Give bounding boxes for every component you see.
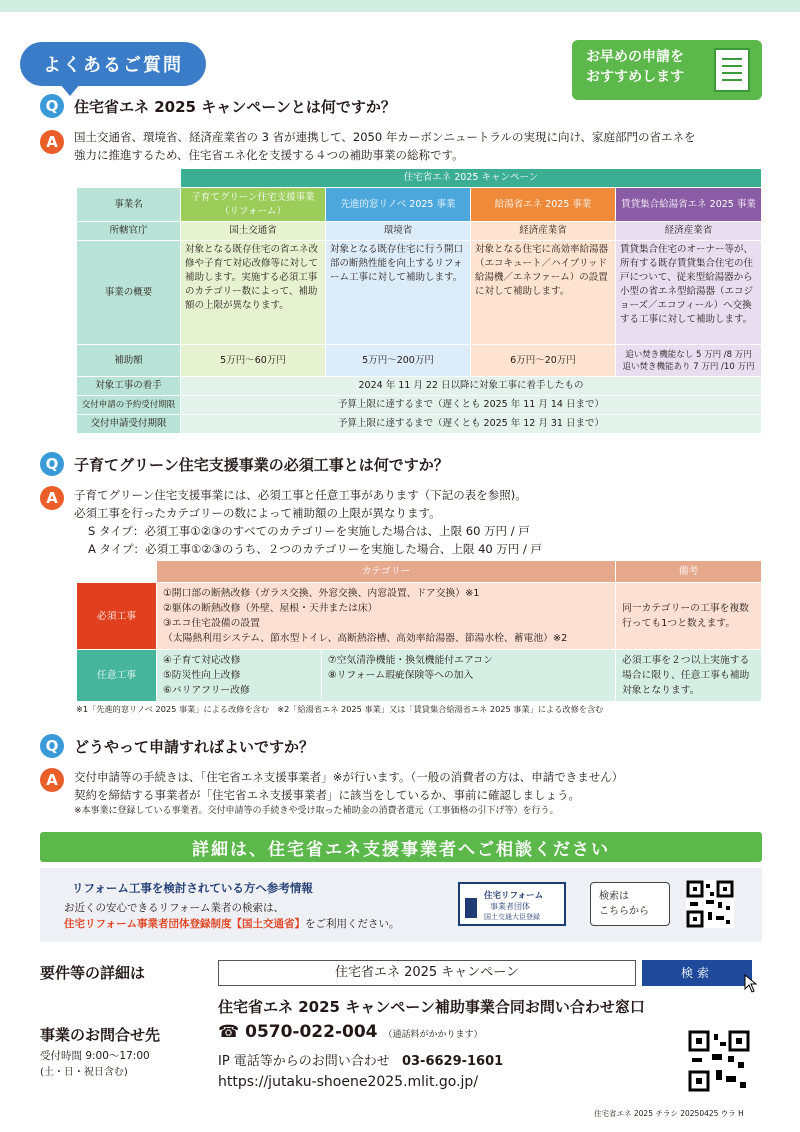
answer-1-line-2: 強力に推進するため、住宅省エネ化を支援する４つの補助事業の総称です。 <box>74 148 464 162</box>
campaign-url[interactable]: https://jutaku-shoene2025.mlit.go.jp/ <box>218 1074 479 1090</box>
required-item-1: ①開口部の断熱改修（ガラス交換、外窓交換、内窓設置、ドア交換）※1 <box>163 588 480 599</box>
ip-phone-label: IP 電話等からのお問い合わせ <box>218 1054 390 1069</box>
campaign-header: 住宅省エネ 2025 キャンペーン <box>181 169 762 188</box>
row-label-reservation: 交付申請の予約受付期限 <box>77 396 181 415</box>
logo-line-2: 事業者団体 <box>490 902 530 911</box>
required-item-3: ③エコ住宅設備の設置 <box>163 618 260 629</box>
program-4-amount-line-1: 追い焚き機能なし 5 万円 /8 万円 <box>625 349 752 360</box>
program-4-ministry: 経済産業省 <box>616 222 762 241</box>
contact-heading: 住宅省エネ 2025 キャンペーン補助事業合同お問い合わせ窓口 <box>218 998 645 1016</box>
application-deadline: 予算上限に達するまで（遅くとも 2025 年 12 月 31 日まで） <box>181 415 762 434</box>
program-4-summary: 賃貸集合住宅のオーナー等が、所有する既存賃貸集合住宅の住戸について、従来型給湯器から小型の省エネ型給湯器（エコジョーズ／エコフィール）へ交換する工事に対して補助します。 <box>616 241 762 345</box>
answer-3-line-1: 交付申請等の手続きは、「住宅省エネ支援事業者」※が行います。（一般の消費者の方は、申請できません） <box>74 770 624 784</box>
question-3: どうやって申請すればよいですか？ <box>74 738 315 756</box>
optional-items-left <box>157 650 322 702</box>
program-3-summary: 対象となる住宅に高効率給湯器（エコキュート／ハイブリッド給湯機／エネファーム）の設置に対して補助します。 <box>471 241 616 345</box>
program-3-amount: 6万円〜20万円 <box>471 345 616 377</box>
row-label-ministry: 所轄官庁 <box>77 222 181 241</box>
row-label-summary: 事業の概要 <box>77 241 181 345</box>
consult-bar: 詳細は、住宅省エネ支援事業者へご相談ください <box>40 832 762 862</box>
answer-3-note: ※本事業に登録している事業者。交付申請等の手続きや受け取った補助金の消費者還元（工事価格の引下げ等）を行う。 <box>74 806 559 816</box>
table-footnotes: ※1「先進的窓リノベ 2025 事業」による改修を含む ※2「給湯省エネ 2025 事業」又は「賃貸集合給湯省エネ 2025 事業」による改修を含む <box>76 704 604 714</box>
q-badge-3: Q <box>40 734 64 758</box>
required-item-2: ②躯体の断熱改修（外壁、屋根・天井または床） <box>163 603 378 614</box>
q-badge-1: Q <box>40 94 64 118</box>
search-box-line-1: 検索は <box>599 891 629 902</box>
program-1-amount: 5万円〜60万円 <box>181 345 326 377</box>
answer-2-line-4: A タイプ：必須工事①②③のうち、２つのカテゴリーを実施した場合、上限 40 万円 / 戸 <box>88 542 543 556</box>
question-2: 子育てグリーン住宅支援事業の必須工事とは何ですか？ <box>74 456 449 474</box>
optional-item-6: ⑥バリアフリー改修 <box>163 685 250 696</box>
program-3-ministry: 経済産業省 <box>471 222 616 241</box>
answer-2-line-2: 必須工事を行ったカテゴリーの数によって補助額の上限が異なります。 <box>74 506 441 520</box>
top-band <box>0 0 800 12</box>
start-work-condition: 2024 年 11 月 22 日以降に対象工事に着手したもの <box>181 377 762 396</box>
reform-info-line1: お近くの安心できるリフォーム業者の検索は、 <box>64 902 284 914</box>
early-notice-line-2: おすすめします <box>586 68 685 85</box>
program-2-ministry: 環境省 <box>326 222 471 241</box>
requirements-label: 要件等の詳細は <box>40 964 146 982</box>
cursor-icon <box>744 974 760 994</box>
row-label-start: 対象工事の着手 <box>77 377 181 396</box>
house-logo-icon <box>464 890 480 920</box>
logo-line-3: 国土交通大臣登録 <box>484 913 540 921</box>
contact-qr-code-icon[interactable] <box>688 1030 750 1092</box>
program-1-name: 子育てグリーン住宅支援事業（リフォーム） <box>181 188 326 222</box>
category-header: カテゴリー <box>157 561 616 583</box>
reform-info-line2 <box>64 916 399 931</box>
program-3-name: 給湯省エネ 2025 事業 <box>471 188 616 222</box>
program-2-summary: 対象となる既存住宅に行う開口部の断熱性能を向上するリフォーム工事に対して補助します。 <box>326 241 471 345</box>
search-button[interactable]: 検索 <box>642 960 752 986</box>
early-notice-line-1: お早めの申請を <box>586 49 684 65</box>
answer-1 <box>74 128 774 164</box>
a-badge-2: A <box>40 486 64 510</box>
program-1-ministry: 国土交通省 <box>181 222 326 241</box>
early-application-notice <box>572 40 762 100</box>
document-icon <box>714 48 750 92</box>
logo-line-1: 住宅リフォーム <box>484 891 544 901</box>
answer-3 <box>74 768 774 818</box>
row-label-application: 交付申請受付期限 <box>77 415 181 434</box>
answer-1-line-1: 国土交通省、環境省、経済産業省の 3 省が連携して、2050 年カーボンニュートラルの実現に向け、家庭部門の省エネを <box>74 130 696 144</box>
program-2-amount: 5万円〜200万円 <box>326 345 471 377</box>
contact-days: (土・日・祝日含む) <box>40 1067 128 1078</box>
optional-item-8: ⑧リフォーム瑕疵保険等への加入 <box>327 670 474 681</box>
answer-2 <box>74 486 764 558</box>
optional-item-4: ④子育て対応改修 <box>163 655 241 666</box>
required-work-remark: 同一カテゴリーの工事を複数行っても1つと数えます。 <box>616 583 762 650</box>
campaign-search-input[interactable]: 住宅省エネ 2025 キャンペーン <box>218 960 636 986</box>
program-1-summary: 対象となる既存住宅の省エネ改修や子育て対応改修等に対して補助します。実施する必須工事のカテゴリー数によって、補助額の上限が異なります。 <box>181 241 326 345</box>
phone-icon: ☎ <box>218 1022 240 1042</box>
required-item-4: （太陽熱利用システム、節水型トイレ、高断熱浴槽、高効率給湯器、節湯水栓、蓄電池）※2 <box>163 633 568 644</box>
reform-info-title: リフォーム工事を検討されている方へ参考情報 <box>72 881 313 895</box>
required-work-items <box>157 583 616 650</box>
footer-code: 住宅省エネ 2025 チラシ 20250425 ウラ H <box>594 1109 744 1118</box>
reform-registration-logo <box>458 882 566 926</box>
reform-search-box[interactable] <box>590 882 670 926</box>
program-4-amount-line-2: 追い焚き機能あり 7 万円 /10 万円 <box>622 361 755 372</box>
program-4-name: 賃貸集合給湯省エネ 2025 事業 <box>616 188 762 222</box>
answer-2-line-3: S タイプ：必須工事①②③のすべてのカテゴリーを実施した場合は、上限 60 万円 / 戸 <box>88 524 530 538</box>
question-1: 住宅省エネ 2025 キャンペーンとは何ですか？ <box>74 98 396 116</box>
required-work-label: 必須工事 <box>77 583 157 650</box>
a-badge-3: A <box>40 768 64 792</box>
program-2-name: 先進的窓リノベ 2025 事業 <box>326 188 471 222</box>
answer-2-line-1: 子育てグリーン住宅支援事業には、必須工事と任意工事があります（下記の表を参照)。 <box>74 488 527 502</box>
reform-registration-link[interactable]: 住宅リフォーム事業者団体登録制度【国土交通省】 <box>64 918 305 930</box>
optional-items-right <box>321 650 615 702</box>
phone-number[interactable]: 0570-022-004 <box>245 1022 378 1042</box>
phone-row <box>218 1022 482 1042</box>
campaign-table <box>76 168 762 434</box>
reservation-deadline: 予算上限に達するまで（遅くとも 2025 年 11 月 14 日まで） <box>181 396 762 415</box>
row-label-name: 事業名 <box>77 188 181 222</box>
optional-item-5: ⑤防災性向上改修 <box>163 670 241 681</box>
phone-note: （通話料がかかります） <box>383 1030 483 1040</box>
ip-phone-row <box>218 1050 503 1069</box>
a-badge-1: A <box>40 130 64 154</box>
contact-label: 事業のお問合せ先 <box>40 1026 161 1044</box>
optional-item-7: ⑦空気清浄機能・換気機能付エアコン <box>327 655 493 666</box>
q-badge-2: Q <box>40 452 64 476</box>
remarks-header: 備考 <box>616 561 762 583</box>
optional-work-remark: 必須工事を２つ以上実施する場合に限り、任意工事も補助対象となります。 <box>616 650 762 702</box>
optional-work-label: 任意工事 <box>77 650 157 702</box>
contact-hours: 受付時間 9:00〜17:00 <box>40 1050 150 1062</box>
faq-title: よくあるご質問 <box>20 42 206 86</box>
ip-phone-number[interactable]: 03-6629-1601 <box>401 1054 504 1069</box>
work-category-table <box>76 560 762 702</box>
search-box-line-2: こちらから <box>599 906 649 917</box>
answer-3-line-2: 契約を締結する事業者が「住宅省エネ支援事業者」に該当をしているか、事前に確認しましょう。 <box>74 788 580 802</box>
program-4-amount <box>616 345 762 377</box>
row-label-amount: 補助額 <box>77 345 181 377</box>
reform-qr-code-icon[interactable] <box>686 880 734 928</box>
reform-info-line2-end: をご利用ください。 <box>304 918 400 930</box>
